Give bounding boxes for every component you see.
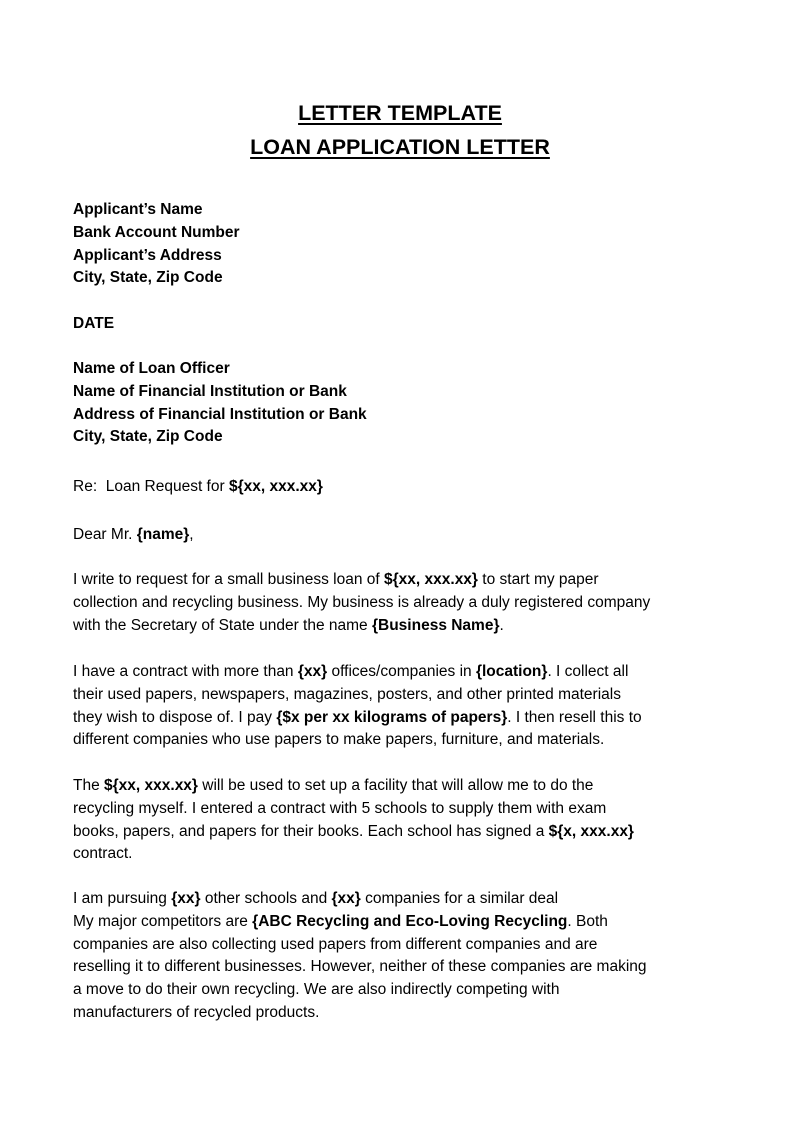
title-line-loan-application: LOAN APPLICATION LETTER: [250, 135, 550, 159]
paragraph-line: a move to do their own recycling. We are also indirectly competing with: [73, 981, 560, 999]
text-span: I write to request for a small business loan of: [73, 571, 385, 588]
sender-city: City, State, Zip Code: [73, 269, 223, 287]
recipient-city: City, State, Zip Code: [73, 428, 223, 446]
text-span: they wish to dispose of. I pay: [73, 708, 277, 726]
paragraph-line: reselling it to different businesses. However, neither of these companies are making: [73, 958, 647, 976]
subject-line: [73, 476, 733, 499]
paragraph-line: companies are also collecting used papers from different companies and are: [73, 935, 598, 953]
placeholder-amount: ${xx, xxx.xx}: [104, 777, 198, 794]
text-span: . I then resell this to: [507, 708, 642, 726]
placeholder-location: {location}: [475, 663, 548, 680]
paragraph-line: [73, 821, 733, 844]
paragraph-line: [73, 775, 733, 798]
paragraph-line: [73, 911, 733, 934]
paragraph-line: [73, 661, 733, 684]
paragraph-line: manufacturers of recycled products.: [73, 1003, 320, 1021]
salutation-suffix: ,: [189, 526, 194, 543]
text-span: with the Secretary of State under the name: [73, 616, 372, 634]
placeholder-amount: ${xx, xxx.xx}: [384, 571, 478, 588]
paragraph-facility: [73, 775, 733, 866]
placeholder-rate: {$x per xx kilograms of papers}: [276, 708, 508, 726]
placeholder-count: {xx}: [171, 890, 201, 907]
text-span: . I collect all: [547, 663, 629, 680]
paragraph-line: recycling myself. I entered a contract with 5 schools to supply them with exam: [73, 799, 607, 817]
sender-name: Applicant’s Name: [73, 201, 203, 218]
salutation: [73, 524, 733, 547]
placeholder-count: {xx}: [297, 663, 328, 680]
recipient-institution: Name of Financial Institution or Bank: [73, 382, 347, 400]
paragraph-line: [73, 707, 733, 730]
paragraph-line: collection and recycling business. My business is already a duly registered company: [73, 593, 651, 611]
text-span: My major competitors are: [73, 912, 253, 930]
date-line: [73, 313, 733, 336]
salutation-name: {name}: [136, 526, 190, 543]
text-span: other schools and: [200, 890, 332, 907]
paragraph-line: contract.: [73, 845, 133, 863]
paragraph-line: their used papers, newspapers, magazines, posters, and other printed materials: [73, 685, 621, 703]
recipient-officer: Name of Loan Officer: [73, 360, 230, 377]
title-line-letter-template: LETTER TEMPLATE: [298, 101, 502, 125]
text-span: to start my paper: [477, 571, 599, 588]
sender-address: Applicant’s Address: [73, 246, 222, 264]
text-span: offices/companies in: [327, 663, 476, 680]
date-text: DATE: [73, 315, 115, 332]
text-span: . Both: [567, 912, 608, 930]
subject-prefix: Re: Loan Request for: [73, 478, 229, 495]
document-title: [0, 96, 800, 164]
recipient-address-block: [73, 358, 733, 449]
paragraph-competition: [73, 888, 733, 1025]
salutation-prefix: Dear Mr.: [73, 526, 137, 543]
subject-amount: ${xx, xxx.xx}: [228, 478, 323, 495]
recipient-address: Address of Financial Institution or Bank: [73, 405, 367, 423]
text-span: companies for a similar deal: [360, 890, 559, 907]
text-span: books, papers, and papers for their books. Each school has signed a: [73, 822, 549, 840]
sender-address-block: [73, 199, 733, 290]
paragraph-line: different companies who use papers to make papers, furniture, and materials.: [73, 731, 605, 749]
placeholder-count: {xx}: [331, 890, 361, 907]
paragraph-line: [73, 569, 733, 592]
paragraph-contract: [73, 661, 733, 752]
text-span: The: [73, 777, 105, 794]
placeholder-competitors: {ABC Recycling and Eco-Loving Recycling: [252, 912, 568, 930]
placeholder-contract-amount: ${x, xxx.xx}: [548, 822, 634, 840]
sender-account: Bank Account Number: [73, 223, 240, 241]
paragraph-line: [73, 615, 733, 638]
text-span: .: [499, 616, 504, 634]
text-span: I have a contract with more than: [73, 663, 298, 680]
paragraph-line: [73, 888, 733, 911]
text-span: will be used to set up a facility that will allow me to do the: [197, 777, 594, 794]
placeholder-business-name: {Business Name}: [371, 616, 500, 634]
text-span: I am pursuing: [73, 890, 172, 907]
paragraph-loan-request: [73, 569, 733, 637]
